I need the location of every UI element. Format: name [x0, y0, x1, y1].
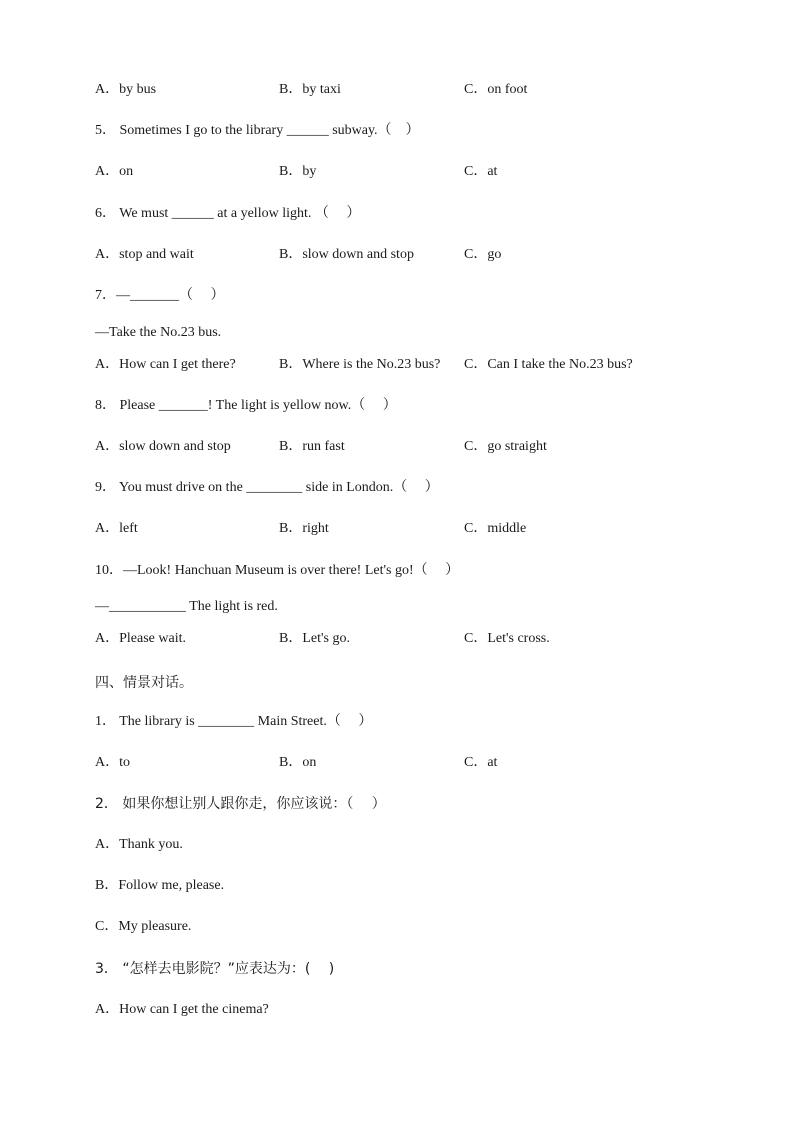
option-c: C．go straight — [464, 439, 547, 454]
option-c: C．go — [464, 247, 502, 262]
option-c: C．Let's cross. — [464, 631, 550, 646]
option-a: A．slow down and stop — [95, 439, 231, 454]
question-5: 5． Sometimes I go to the library ______ subway.（ ） — [95, 123, 420, 138]
section-4-question-1: 1． The library is ________ Main Street.（ ） — [95, 714, 373, 729]
option-b: B．Where is the No.23 bus? — [279, 357, 441, 372]
option-c: C．My pleasure. — [95, 919, 192, 934]
section-4-heading: 四、情景对话。 — [95, 675, 193, 691]
option-a: A．to — [95, 755, 130, 770]
question-7-response: —Take the No.23 bus. — [95, 325, 222, 340]
option-a: A．How can I get there? — [95, 357, 236, 372]
question-10-response: —___________ The light is red. — [95, 599, 278, 614]
question-9: 9． You must drive on the ________ side in London.（ ） — [95, 480, 439, 495]
option-b: B．by taxi — [279, 82, 341, 97]
option-a: A．Thank you. — [95, 837, 183, 852]
option-b: B．slow down and stop — [279, 247, 414, 262]
option-a: A．Please wait. — [95, 631, 186, 646]
option-a: A．by bus — [95, 82, 157, 97]
question-7: 7．—_______（ ） — [95, 288, 225, 303]
question-10: 10．—Look! Hanchuan Museum is over there! Let's go!（ ） — [95, 563, 460, 578]
option-b: B．Follow me, please. — [95, 878, 225, 893]
question-6: 6． We must ______ at a yellow light. （ ） — [95, 206, 361, 221]
option-b: B．by — [279, 164, 317, 179]
option-c: C．at — [464, 164, 498, 179]
option-c: C．on foot — [464, 82, 528, 97]
option-a: A．on — [95, 164, 134, 179]
option-a: A．stop and wait — [95, 247, 194, 262]
option-c: C．at — [464, 755, 498, 770]
option-a: A．How can I get the cinema? — [95, 1002, 269, 1017]
option-b: B．run fast — [279, 439, 345, 454]
option-c: C．Can I take the No.23 bus? — [464, 357, 633, 372]
option-b: B．right — [279, 521, 329, 536]
option-c: C．middle — [464, 521, 527, 536]
section-4-question-3: 3． “怎样去电影院？”应表达为：( ) — [95, 961, 335, 977]
section-4-question-2: 2． 如果你想让别人跟你走，你应该说：（ ） — [95, 796, 386, 812]
question-8: 8． Please _______! The light is yellow now.（ ） — [95, 398, 397, 413]
option-a: A．left — [95, 521, 138, 536]
option-b: B．Let's go. — [279, 631, 350, 646]
option-b: B．on — [279, 755, 317, 770]
